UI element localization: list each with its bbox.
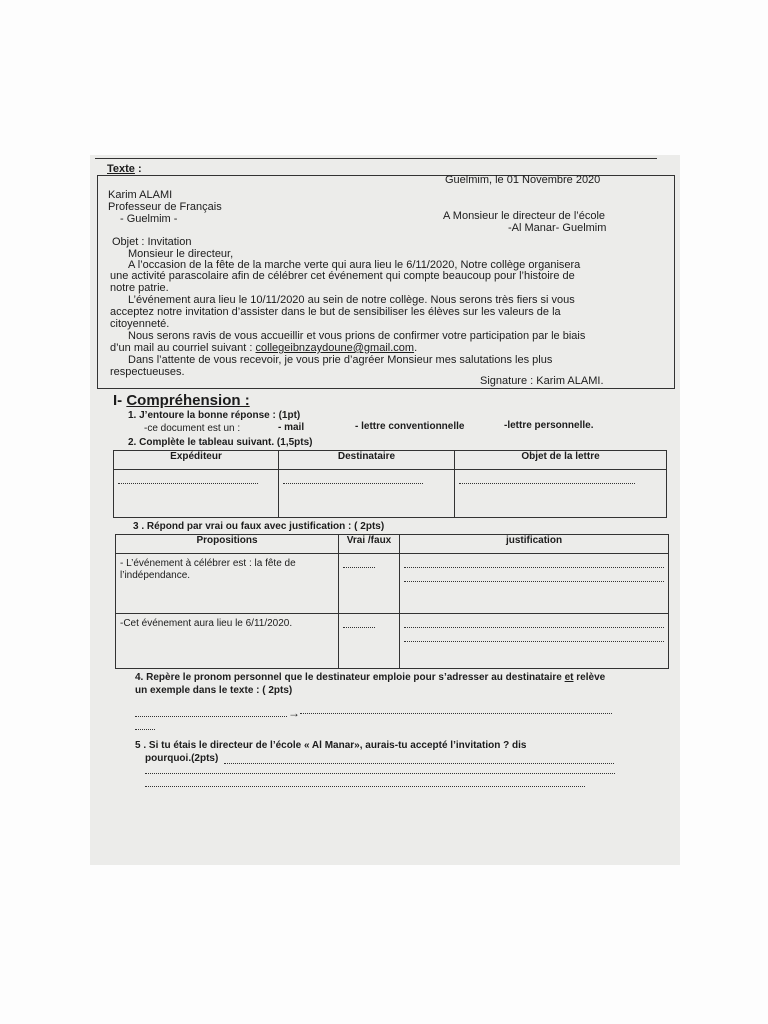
email-period: . (414, 342, 418, 354)
q2-answer-sender[interactable] (114, 470, 279, 518)
q2-answer-object[interactable] (455, 470, 667, 518)
q2-answer-row (114, 470, 667, 518)
q2-header-recipient: Destinataire (279, 451, 455, 470)
body-line-1: A l’occasion de la fête de la marche verte qui aura lieu le 6/11/2020, Notre collège organisera (128, 259, 581, 271)
q4-text-after: relève (573, 672, 606, 683)
letter-salutation: Monsieur le directeur, (128, 248, 234, 260)
q4-number: 4. (135, 672, 144, 683)
section-title-text: Compréhension : (126, 392, 250, 409)
top-rule (95, 158, 657, 159)
section-title (113, 392, 250, 410)
q5-answer-line-1[interactable] (224, 763, 614, 764)
q2-header-sender: Expéditeur (114, 451, 279, 470)
arrow-icon: → (288, 706, 300, 720)
place-date: Guelmim, le 01 Novembre 2020 (445, 174, 601, 186)
q4-line-1 (135, 672, 605, 684)
signature: Signature : Karim ALAMI. (480, 375, 604, 387)
sender-role: Professeur de Français (108, 201, 222, 213)
text-label-colon: : (137, 163, 142, 175)
q4-line-2: un exemple dans le texte : ( 2pts) (135, 685, 293, 696)
q4-answer-line-left[interactable] (135, 716, 287, 717)
q2-header-object: Objet de la lettre (455, 451, 667, 470)
answer-dots (459, 474, 635, 484)
q5-answer-line-2[interactable] (145, 773, 615, 774)
sender-name: Karim ALAMI (108, 189, 173, 201)
q3-header-propositions: Propositions (116, 535, 339, 554)
q4-answer-line-right[interactable] (300, 713, 612, 714)
answer-dots (404, 618, 664, 628)
q1-title: 1. J’entoure la bonne réponse : (1pt) (128, 410, 301, 421)
body-line-8-text: d’un mail au courriel suivant : (110, 342, 256, 354)
q3-header-true-false: Vrai /faux (339, 535, 400, 554)
q3-true-false-2[interactable] (339, 614, 400, 669)
q2-answer-recipient[interactable] (279, 470, 455, 518)
q4-answer-line-extra[interactable] (135, 729, 155, 730)
q4-text-before: Repère le pronom personnel que le destinateur emploie pour s’adresser au destinataire (143, 672, 565, 683)
section-prefix: I- (113, 392, 123, 409)
q2-title: 2. Complète le tableau suivant. (1,5pts) (128, 437, 313, 448)
q3-proposition-1: - L’événement à célébrer est : la fête de l’indépendance. (116, 554, 339, 614)
q3-justification-2[interactable] (400, 614, 669, 669)
q3-proposition-2: -Cet événement aura lieu le 6/11/2020. (116, 614, 339, 669)
q3-table (115, 534, 669, 669)
q5-line-2: pourquoi.(2pts) (145, 753, 219, 764)
body-line-10: respectueuses. (110, 366, 185, 378)
body-line-3: notre patrie. (110, 282, 169, 294)
recipient-school: -Al Manar- Guelmim (508, 222, 607, 234)
body-line-2: une activité parascolaire afin de célébrer cet événement qui compte beaucoup pour l’histoire de (110, 270, 575, 282)
q1-prompt: -ce document est un : (144, 423, 241, 434)
q3-header-row (116, 535, 669, 554)
q1-option-mail[interactable]: - mail (278, 422, 305, 433)
body-line-6: citoyenneté. (110, 318, 170, 330)
q3-title: 3 . Répond par vrai ou faux avec justification : ( 2pts) (133, 521, 385, 532)
body-line-4: L’événement aura lieu le 10/11/2020 au sein de notre collège. Nous serons très fiers si vous (128, 294, 575, 306)
q3-true-false-1[interactable] (339, 554, 400, 614)
q4-underlined: et (564, 672, 574, 683)
q5-line-1: 5 . Si tu étais le directeur de l’école « Al Manar», aurais-tu accepté l’invitation ? dis (135, 740, 527, 751)
text-label-word: Texte (107, 163, 135, 175)
q3-row-1 (116, 554, 669, 614)
answer-dots (283, 474, 423, 484)
letter-object: Objet : Invitation (112, 236, 192, 248)
answer-dots (404, 558, 664, 568)
q5-answer-line-3[interactable] (145, 786, 585, 787)
q3-header-justification: justification (400, 535, 669, 554)
q3-justification-1[interactable] (400, 554, 669, 614)
q2-table (113, 450, 667, 518)
answer-dots (404, 572, 664, 582)
answer-dots (343, 558, 375, 568)
sender-city: - Guelmim - (120, 213, 178, 225)
answer-dots (343, 618, 375, 628)
recipient-title: A Monsieur le directeur de l’école (443, 210, 606, 222)
email-link[interactable]: collegeibnzaydoune@gmail.com (255, 342, 415, 354)
answer-dots (118, 474, 258, 484)
body-line-7: Nous serons ravis de vous accueillir et vous prions de confirmer votre participation par le biais (128, 330, 586, 342)
q1-option-conventional[interactable]: - lettre conventionnelle (355, 421, 465, 432)
body-line-5: acceptez notre invitation d’assister dans le but de sensibiliser les élèves sur les valeurs de la (110, 306, 561, 318)
answer-dots (404, 632, 664, 642)
q3-row-2 (116, 614, 669, 669)
q1-option-personal[interactable]: -lettre personnelle. (504, 420, 594, 431)
body-line-9: Dans l’attente de vous recevoir, je vous prie d’agréer Monsieur mes salutations les plus (128, 354, 553, 366)
q2-header-row (114, 451, 667, 470)
